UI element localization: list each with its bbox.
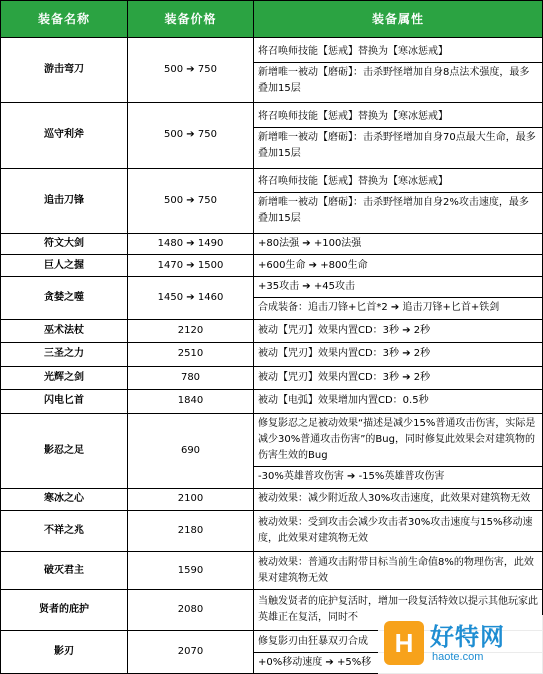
item-name: 不祥之兆 — [1, 510, 128, 552]
item-name: 破灭君主 — [1, 552, 128, 590]
item-price: 500 ➔ 750 — [128, 103, 254, 168]
attribute-line: 被动效果：减少附近敌人30%攻击速度，此效果对建筑物无效 — [258, 493, 531, 505]
attribute-line: 当触发贤者的庇护复活时，增加一段复活特效以提示其他玩家此英雄正在复活，同时不 — [258, 596, 538, 624]
item-attributes — [254, 38, 543, 103]
table-row — [1, 103, 543, 168]
item-name: 闪电匕首 — [1, 390, 128, 413]
item-name: 符文大剑 — [1, 233, 128, 254]
item-price: 2510 — [128, 343, 254, 366]
item-name: 贤者的庇护 — [1, 590, 128, 631]
item-price: 500 ➔ 750 — [128, 38, 254, 103]
watermark-url: haote.com — [432, 651, 484, 663]
item-attributes — [254, 276, 543, 319]
item-name: 巨人之握 — [1, 255, 128, 276]
item-attributes — [254, 103, 543, 168]
attribute-line: 被动【咒刃】效果内置CD：3秒 ➔ 2秒 — [258, 371, 431, 383]
item-price: 780 — [128, 366, 254, 389]
item-attributes — [254, 413, 543, 489]
attribute-line: 将召唤师技能【惩戒】替换为【寒冰惩戒】 — [258, 45, 448, 57]
table-row — [1, 366, 543, 389]
attribute-line: 新增唯一被动【磨砺】：击杀野怪增加自身2%攻击速度，最多叠加15层 — [254, 192, 542, 229]
item-name: 巡守利斧 — [1, 103, 128, 168]
item-name: 三圣之力 — [1, 343, 128, 366]
item-attributes — [254, 255, 543, 276]
table-row — [1, 255, 543, 276]
item-attributes — [254, 390, 543, 413]
item-attributes — [254, 233, 543, 254]
item-name: 光辉之剑 — [1, 366, 128, 389]
table-row — [1, 319, 543, 342]
attribute-line: +600生命 ➔ +800生命 — [258, 259, 368, 271]
header-price: 装备价格 — [128, 1, 254, 38]
item-price: 1840 — [128, 390, 254, 413]
attribute-line: 被动效果：受到攻击会减少攻击者30%攻击速度与15%移动速度，此效果对建筑物无效 — [258, 517, 533, 544]
item-name: 追击刀锋 — [1, 168, 128, 233]
attribute-line: 被动效果：普通攻击附带目标当前生命值8%的物理伤害，此效果对建筑物无效 — [258, 556, 534, 584]
attribute-line: 被动【咒刃】效果内置CD：3秒 ➔ 2秒 — [258, 348, 431, 360]
item-name: 寒冰之心 — [1, 489, 128, 510]
item-price: 500 ➔ 750 — [128, 168, 254, 233]
item-price: 1480 ➔ 1490 — [128, 233, 254, 254]
header-row — [1, 1, 543, 38]
item-price: 2080 — [128, 590, 254, 631]
watermark-brand: 好特网 — [430, 623, 505, 651]
table-row — [1, 343, 543, 366]
watermark — [378, 615, 543, 674]
item-price: 2120 — [128, 319, 254, 342]
attribute-line: 新增唯一被动【磨砺】：击杀野怪增加自身8点法术强度，最多叠加15层 — [254, 62, 542, 99]
attribute-line: 将召唤师技能【惩戒】替换为【寒冰惩戒】 — [258, 176, 448, 188]
item-price: 1470 ➔ 1500 — [128, 255, 254, 276]
table-row — [1, 390, 543, 413]
attribute-line: 将召唤师技能【惩戒】替换为【寒冰惩戒】 — [258, 110, 448, 122]
item-price: 1590 — [128, 552, 254, 590]
item-name: 游击弯刀 — [1, 38, 128, 103]
table-row — [1, 489, 543, 510]
attribute-line: 修复影忍之足被动效果“描述是减少15%普通攻击伤害，实际是减少30%普通攻击伤害”的Bug，同时修复此效果会对建筑物的伤害生效的Bug — [258, 418, 536, 462]
item-price: 2180 — [128, 510, 254, 552]
table-row — [1, 168, 543, 233]
item-attributes — [254, 319, 543, 342]
item-attributes — [254, 510, 543, 552]
table-row — [1, 233, 543, 254]
attribute-line: 被动【电弧】效果增加内置CD：0.5秒 — [258, 395, 429, 407]
item-attributes — [254, 552, 543, 590]
item-name: 影刃 — [1, 631, 128, 674]
attribute-line: 被动【咒刃】效果内置CD：3秒 ➔ 2秒 — [258, 324, 431, 336]
attribute-line: 合成装备：追击刀锋+匕首*2 ➔ 追击刀锋+匕首+铁剑 — [254, 297, 542, 318]
item-price: 690 — [128, 413, 254, 489]
header-attrs: 装备属性 — [254, 1, 543, 38]
table-row — [1, 552, 543, 590]
item-price: 1450 ➔ 1460 — [128, 276, 254, 319]
item-price: 2070 — [128, 631, 254, 674]
table-row — [1, 413, 543, 489]
table-row — [1, 276, 543, 319]
attribute-line: +35攻击 ➔ +45攻击 — [258, 281, 355, 293]
item-attributes — [254, 366, 543, 389]
attribute-line: +0%移动速度 ➔ +5%移 — [254, 652, 542, 673]
item-attributes — [254, 343, 543, 366]
item-name: 巫术法杖 — [1, 319, 128, 342]
item-name: 贪婪之噬 — [1, 276, 128, 319]
item-price: 2100 — [128, 489, 254, 510]
table-row — [1, 38, 543, 103]
item-attributes — [254, 489, 543, 510]
attribute-line: -30%英雄普攻伤害 ➔ -15%英雄普攻伤害 — [254, 466, 542, 487]
attribute-line: 新增唯一被动【磨砺】：击杀野怪增加自身70点最大生命，最多叠加15层 — [254, 127, 542, 164]
item-name: 影忍之足 — [1, 413, 128, 489]
watermark-logo-icon: H — [384, 621, 424, 665]
attribute-line: 修复影刃由狂暴双刃合成 — [258, 635, 368, 647]
header-name: 装备名称 — [1, 1, 128, 38]
table-row — [1, 510, 543, 552]
item-attributes — [254, 168, 543, 233]
attribute-line: +80法强 ➔ +100法强 — [258, 238, 362, 250]
